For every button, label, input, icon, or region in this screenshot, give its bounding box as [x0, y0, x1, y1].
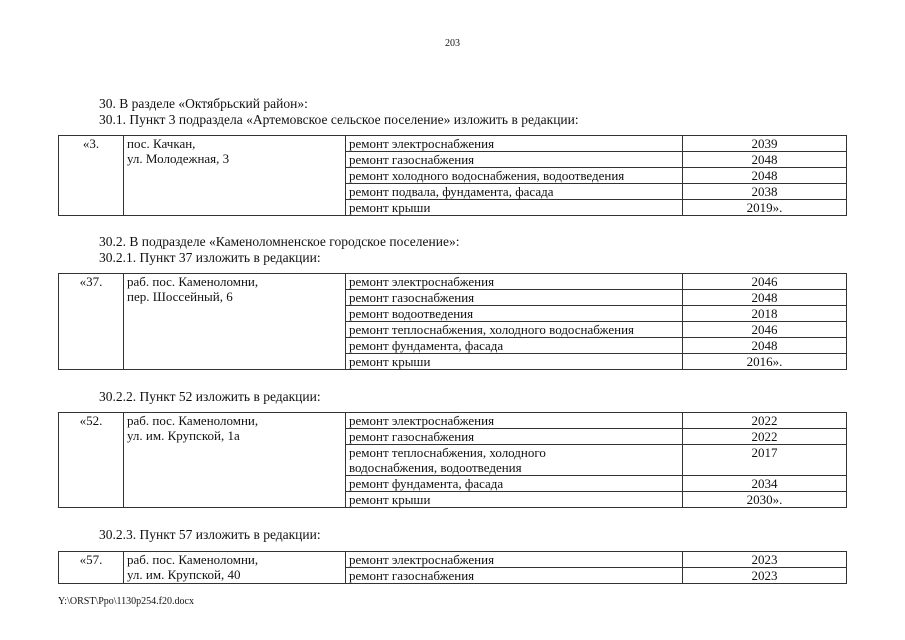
work-type: ремонт газоснабжения [346, 290, 683, 306]
work-type: ремонт электроснабжения [346, 136, 683, 152]
work-year: 2023 [683, 568, 847, 584]
work-year: 2046 [683, 322, 847, 338]
work-year: 2022 [683, 413, 847, 429]
table-item-57 [58, 551, 847, 584]
item-address: пос. Качкан, ул. Молодежная, 3 [124, 136, 346, 216]
work-type: ремонт теплоснабжения, холодного водоснабжения [346, 322, 683, 338]
work-type: ремонт фундамента, фасада [346, 338, 683, 354]
paragraph-30-2: 30.2. В подразделе «Каменоломненское городское поселение»: [99, 234, 460, 249]
paragraph-30-1: 30.1. Пункт 3 подраздела «Артемовское сельское поселение» изложить в редакции: [99, 112, 579, 127]
work-year: 2048 [683, 152, 847, 168]
work-type: ремонт газоснабжения [346, 429, 683, 445]
table-item-37 [58, 273, 847, 370]
table-row [59, 413, 847, 429]
item-number: «3. [59, 136, 124, 216]
paragraph-30-2-3: 30.2.3. Пункт 57 изложить в редакции: [99, 527, 321, 542]
work-year: 2018 [683, 306, 847, 322]
paragraph-30: 30. В разделе «Октябрьский район»: [99, 96, 308, 111]
work-type: ремонт водоотведения [346, 306, 683, 322]
item-address: раб. пос. Каменоломни, пер. Шоссейный, 6 [124, 274, 346, 370]
item-address: раб. пос. Каменоломни, ул. им. Крупской, 1а [124, 413, 346, 508]
work-type: ремонт подвала, фундамента, фасада [346, 184, 683, 200]
work-type: ремонт электроснабжения [346, 552, 683, 568]
work-year: 2022 [683, 429, 847, 445]
work-year: 2048 [683, 168, 847, 184]
item-number: «57. [59, 552, 124, 584]
table-item-52 [58, 412, 847, 508]
table-row [59, 136, 847, 152]
work-type: ремонт фундамента, фасада [346, 476, 683, 492]
work-year: 2038 [683, 184, 847, 200]
item-address: раб. пос. Каменоломни, ул. им. Крупской, 40 [124, 552, 346, 584]
table-item-3 [58, 135, 847, 216]
work-year: 2030». [683, 492, 847, 508]
work-type: ремонт крыши [346, 354, 683, 370]
work-type: ремонт газоснабжения [346, 152, 683, 168]
work-type: ремонт газоснабжения [346, 568, 683, 584]
work-year: 2017 [683, 445, 847, 476]
work-type: ремонт теплоснабжения, холодного водоснабжения, водоотведения [346, 445, 683, 476]
work-year: 2019». [683, 200, 847, 216]
work-year: 2034 [683, 476, 847, 492]
page-number: 203 [445, 38, 460, 49]
work-year: 2048 [683, 338, 847, 354]
work-type: ремонт электроснабжения [346, 413, 683, 429]
work-year: 2046 [683, 274, 847, 290]
work-type: ремонт холодного водоснабжения, водоотведения [346, 168, 683, 184]
work-type: ремонт электроснабжения [346, 274, 683, 290]
work-year: 2023 [683, 552, 847, 568]
work-type: ремонт крыши [346, 492, 683, 508]
work-year: 2016». [683, 354, 847, 370]
table-row [59, 552, 847, 568]
work-year: 2048 [683, 290, 847, 306]
paragraph-30-2-2: 30.2.2. Пункт 52 изложить в редакции: [99, 389, 321, 404]
paragraph-30-2-1: 30.2.1. Пункт 37 изложить в редакции: [99, 250, 321, 265]
item-number: «37. [59, 274, 124, 370]
file-path-footer: Y:\ORST\Ppo\1130p254.f20.docx [58, 596, 194, 607]
work-type: ремонт крыши [346, 200, 683, 216]
item-number: «52. [59, 413, 124, 508]
table-row [59, 274, 847, 290]
work-year: 2039 [683, 136, 847, 152]
